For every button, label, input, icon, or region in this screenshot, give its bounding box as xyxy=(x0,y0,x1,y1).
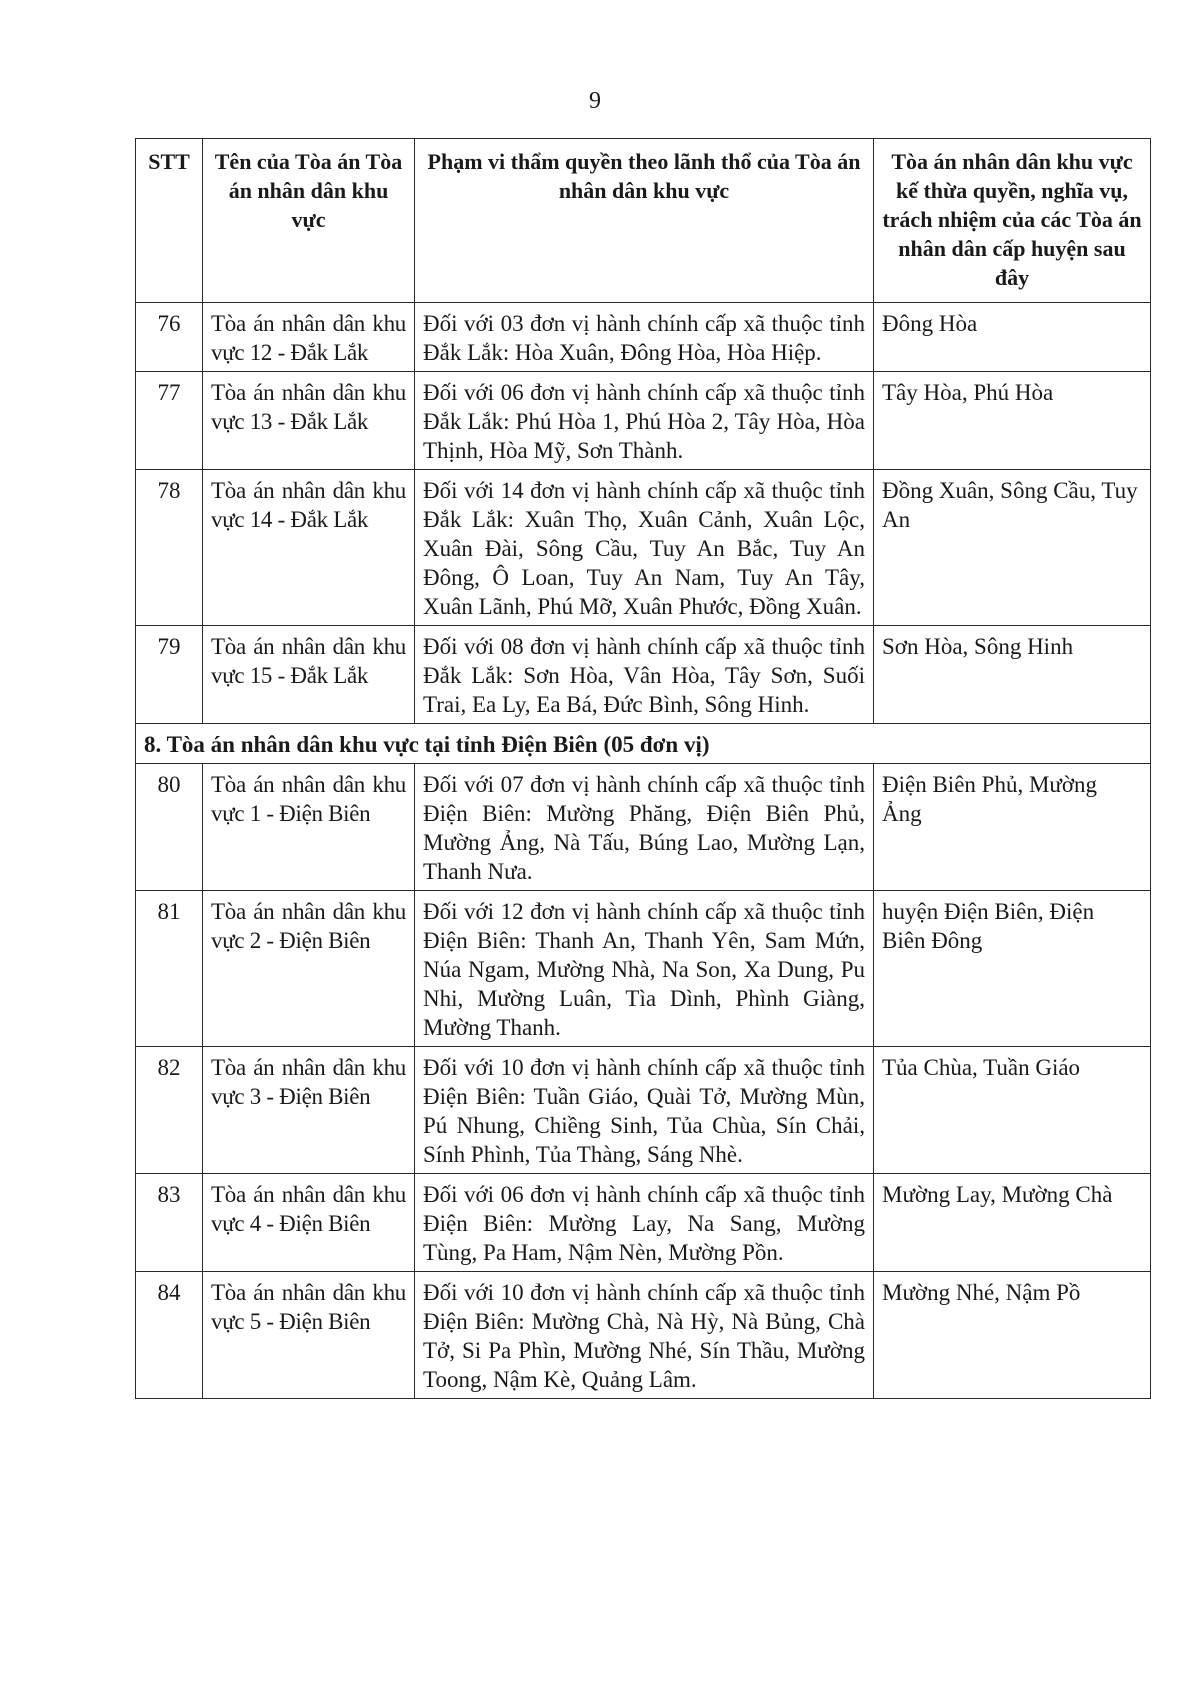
row-stt: 79 xyxy=(136,626,203,724)
row-successor: Mường Lay, Mường Chà xyxy=(874,1174,1151,1272)
row-scope: Đối với 03 đơn vị hành chính cấp xã thuộc tỉnh Đắk Lắk: Hòa Xuân, Đông Hòa, Hòa Hiệp. xyxy=(415,303,874,372)
section-8-title: 8. Tòa án nhân dân khu vực tại tỉnh Điện Biên (05 đơn vị) xyxy=(136,724,1151,764)
row-stt: 81 xyxy=(136,891,203,1047)
row-successor: Mường Nhé, Nậm Pồ xyxy=(874,1272,1151,1399)
table-row xyxy=(136,1272,1151,1399)
row-court-name: Tòa án nhân dân khu vực 12 - Đắk Lắk xyxy=(203,303,415,372)
header-court-name-suffix: Tòa án nhân dân khu vực xyxy=(228,149,403,232)
row-successor: Tủa Chùa, Tuần Giáo xyxy=(874,1047,1151,1174)
page-number: 9 xyxy=(589,88,601,114)
row-stt: 83 xyxy=(136,1174,203,1272)
table-row xyxy=(136,1047,1151,1174)
row-stt: 77 xyxy=(136,372,203,470)
section-header-row xyxy=(136,724,1151,764)
row-successor: Điện Biên Phủ, Mường Ảng xyxy=(874,764,1151,891)
row-successor: Sơn Hòa, Sông Hinh xyxy=(874,626,1151,724)
row-scope: Đối với 10 đơn vị hành chính cấp xã thuộc tỉnh Điện Biên: Mường Chà, Nà Hỳ, Nà Bủng, Chà Tở, Si Pa Phìn, Mường Nhé, Sín Thầu, Mường Toong, Nậm Kè, Quảng Lâm. xyxy=(415,1272,874,1399)
row-court-name: Tòa án nhân dân khu vực 14 - Đắk Lắk xyxy=(203,470,415,626)
table-row xyxy=(136,891,1151,1047)
row-stt: 76 xyxy=(136,303,203,372)
row-stt: 78 xyxy=(136,470,203,626)
row-scope: Đối với 10 đơn vị hành chính cấp xã thuộc tỉnh Điện Biên: Tuần Giáo, Quài Tở, Mường Mùn, Pú Nhung, Chiềng Sinh, Tủa Chùa, Sín Chải, Sính Phình, Tủa Thàng, Sáng Nhè. xyxy=(415,1047,874,1174)
header-court-name xyxy=(203,139,415,303)
row-court-name: Tòa án nhân dân khu vực 13 - Đắk Lắk xyxy=(203,372,415,470)
row-court-name: Tòa án nhân dân khu vực 5 - Điện Biên xyxy=(203,1272,415,1399)
row-stt: 80 xyxy=(136,764,203,891)
row-court-name: Tòa án nhân dân khu vực 4 - Điện Biên xyxy=(203,1174,415,1272)
header-successor-courts: Tòa án nhân dân khu vực kế thừa quyền, nghĩa vụ, trách nhiệm của các Tòa án nhân dân cấp huyện sau đây xyxy=(874,139,1151,303)
court-jurisdiction-table xyxy=(135,138,1151,1399)
row-scope: Đối với 14 đơn vị hành chính cấp xã thuộc tỉnh Đắk Lắk: Xuân Thọ, Xuân Cảnh, Xuân Lộc, Xuân Đài, Sông Cầu, Tuy An Bắc, Tuy An Đông, Ô Loan, Tuy An Nam, Tuy An Tây, Xuân Lãnh, Phú Mỡ, Xuân Phước, Đồng Xuân. xyxy=(415,470,874,626)
row-court-name: Tòa án nhân dân khu vực 15 - Đắk Lắk xyxy=(203,626,415,724)
row-stt: 84 xyxy=(136,1272,203,1399)
header-stt: STT xyxy=(136,139,203,303)
row-scope: Đối với 06 đơn vị hành chính cấp xã thuộc tỉnh Điện Biên: Mường Lay, Na Sang, Mường Tùng, Pa Ham, Nậm Nèn, Mường Pồn. xyxy=(415,1174,874,1272)
header-court-name-prefix: Tên của Tòa án xyxy=(214,149,361,174)
table-row xyxy=(136,1174,1151,1272)
row-successor: Đồng Xuân, Sông Cầu, Tuy An xyxy=(874,470,1151,626)
row-successor: huyện Điện Biên, Điện Biên Đông xyxy=(874,891,1151,1047)
row-court-name: Tòa án nhân dân khu vực 2 - Điện Biên xyxy=(203,891,415,1047)
header-territorial-scope: Phạm vi thẩm quyền theo lãnh thổ của Tòa án nhân dân khu vực xyxy=(415,139,874,303)
row-scope: Đối với 07 đơn vị hành chính cấp xã thuộc tỉnh Điện Biên: Mường Phăng, Điện Biên Phủ, Mường Ảng, Nà Tấu, Búng Lao, Mường Lạn, Thanh Nưa. xyxy=(415,764,874,891)
table-row xyxy=(136,303,1151,372)
row-successor: Tây Hòa, Phú Hòa xyxy=(874,372,1151,470)
row-scope: Đối với 06 đơn vị hành chính cấp xã thuộc tỉnh Đắk Lắk: Phú Hòa 1, Phú Hòa 2, Tây Hòa, Hòa Thịnh, Hòa Mỹ, Sơn Thành. xyxy=(415,372,874,470)
row-court-name: Tòa án nhân dân khu vực 1 - Điện Biên xyxy=(203,764,415,891)
table-row xyxy=(136,470,1151,626)
row-scope: Đối với 12 đơn vị hành chính cấp xã thuộc tỉnh Điện Biên: Thanh An, Thanh Yên, Sam Mứn, Núa Ngam, Mường Nhà, Na Son, Xa Dung, Pu Nhi, Mường Luân, Tìa Dình, Phình Giàng, Mường Thanh. xyxy=(415,891,874,1047)
table-header-row xyxy=(136,139,1151,303)
row-court-name: Tòa án nhân dân khu vực 3 - Điện Biên xyxy=(203,1047,415,1174)
row-successor: Đông Hòa xyxy=(874,303,1151,372)
row-stt: 82 xyxy=(136,1047,203,1174)
row-scope: Đối với 08 đơn vị hành chính cấp xã thuộc tỉnh Đắk Lắk: Sơn Hòa, Vân Hòa, Tây Sơn, Suối Trai, Ea Ly, Ea Bá, Đức Bình, Sông Hinh. xyxy=(415,626,874,724)
table-row xyxy=(136,372,1151,470)
table-row xyxy=(136,626,1151,724)
table-row xyxy=(136,764,1151,891)
